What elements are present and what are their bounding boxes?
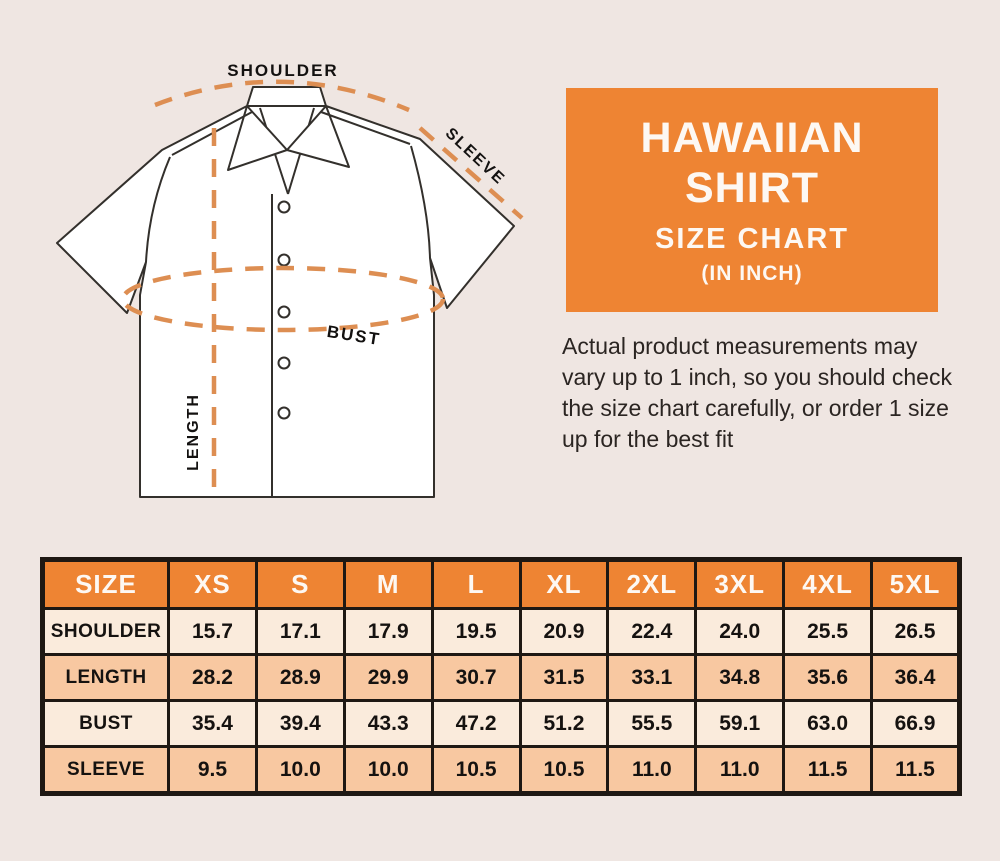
- size-value-cell: 34.8: [696, 655, 784, 701]
- size-value-cell: 25.5: [784, 609, 872, 655]
- size-value-cell: 35.6: [784, 655, 872, 701]
- title-box: [566, 88, 938, 312]
- table-row: [43, 701, 960, 747]
- size-value-cell: 11.5: [784, 747, 872, 794]
- col-header: M: [344, 560, 432, 609]
- bust-label: BUST: [325, 321, 383, 350]
- size-value-cell: 55.5: [608, 701, 696, 747]
- size-value-cell: 29.9: [344, 655, 432, 701]
- row-label: LENGTH: [43, 655, 169, 701]
- size-value-cell: 11.5: [872, 747, 960, 794]
- size-value-cell: 63.0: [784, 701, 872, 747]
- table-row: [43, 747, 960, 794]
- size-value-cell: 66.9: [872, 701, 960, 747]
- size-value-cell: 51.2: [520, 701, 608, 747]
- col-header: XL: [520, 560, 608, 609]
- size-value-cell: 28.2: [169, 655, 257, 701]
- col-header: 5XL: [872, 560, 960, 609]
- size-value-cell: 36.4: [872, 655, 960, 701]
- col-header: L: [432, 560, 520, 609]
- size-value-cell: 10.5: [432, 747, 520, 794]
- col-header: 4XL: [784, 560, 872, 609]
- table-row: [43, 655, 960, 701]
- size-value-cell: 39.4: [256, 701, 344, 747]
- title-line-2: SHIRT: [685, 164, 819, 212]
- size-table: [40, 557, 962, 796]
- col-header: XS: [169, 560, 257, 609]
- size-value-cell: 59.1: [696, 701, 784, 747]
- size-value-cell: 17.9: [344, 609, 432, 655]
- col-header: S: [256, 560, 344, 609]
- size-value-cell: 47.2: [432, 701, 520, 747]
- size-value-cell: 28.9: [256, 655, 344, 701]
- sleeve-label: SLEEVE: [441, 124, 509, 189]
- title-unit-note: (IN INCH): [701, 262, 803, 285]
- size-value-cell: 10.0: [256, 747, 344, 794]
- size-value-cell: 11.0: [608, 747, 696, 794]
- size-value-cell: 22.4: [608, 609, 696, 655]
- row-label: BUST: [43, 701, 169, 747]
- size-value-cell: 10.0: [344, 747, 432, 794]
- size-value-cell: 17.1: [256, 609, 344, 655]
- size-value-cell: 30.7: [432, 655, 520, 701]
- size-value-cell: 31.5: [520, 655, 608, 701]
- table-row: [43, 609, 960, 655]
- col-header: 3XL: [696, 560, 784, 609]
- title-line-1: HAWAIIAN: [640, 114, 864, 162]
- size-value-cell: 26.5: [872, 609, 960, 655]
- size-value-cell: 11.0: [696, 747, 784, 794]
- row-label: SLEEVE: [43, 747, 169, 794]
- col-header: 2XL: [608, 560, 696, 609]
- col-header: SIZE: [43, 560, 169, 609]
- size-value-cell: 20.9: [520, 609, 608, 655]
- size-value-cell: 35.4: [169, 701, 257, 747]
- title-subtitle: SIZE CHART: [655, 223, 849, 255]
- measurement-note: Actual product measurements may vary up to 1 inch, so you should check the size chart carefully, or order 1 size up for the best fit: [562, 333, 952, 452]
- table-header-row: [43, 560, 960, 609]
- shoulder-label: SHOULDER: [227, 61, 339, 80]
- size-value-cell: 19.5: [432, 609, 520, 655]
- size-value-cell: 43.3: [344, 701, 432, 747]
- length-label: LENGTH: [185, 393, 202, 471]
- shirt-diagram: [0, 0, 540, 540]
- size-value-cell: 24.0: [696, 609, 784, 655]
- size-value-cell: 15.7: [169, 609, 257, 655]
- size-value-cell: 10.5: [520, 747, 608, 794]
- size-value-cell: 9.5: [169, 747, 257, 794]
- size-value-cell: 33.1: [608, 655, 696, 701]
- row-label: SHOULDER: [43, 609, 169, 655]
